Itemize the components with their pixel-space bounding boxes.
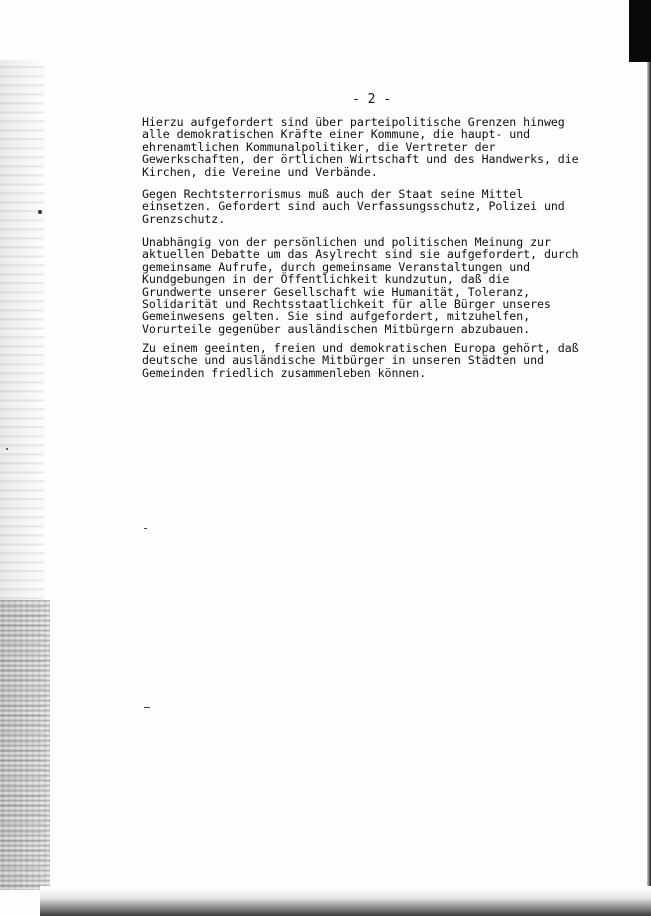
scan-speck (38, 210, 42, 214)
text-line: alle demokratischen Kräfte einer Kommune, die haupt- und (142, 127, 531, 142)
paragraph (142, 342, 602, 379)
text-line: Solidarität und Rechtsstaatlichkeit für alle Bürger unseres (142, 297, 551, 312)
text-line: Gemeinwesens gelten. Sie sind aufgefordert, mitzuhelfen, (142, 309, 531, 324)
paragraph (142, 116, 602, 178)
text-line: aktuellen Debatte um das Asylrecht sind sie aufgefordert, durch (142, 247, 579, 262)
text-line: einsetzen. Gefordert sind auch Verfassungsschutz, Polizei und (142, 199, 565, 214)
scan-edge-noise-dense (0, 600, 50, 890)
text-line: Grundwerte unserer Gesellschaft wie Humanität, Toleranz, (142, 284, 531, 299)
page-number: - 2 - (352, 92, 392, 107)
text-line: Vorurteile gegenüber ausländischen Mitbürgern abzubauen. (142, 321, 531, 336)
paragraph (142, 236, 602, 335)
scan-speck (144, 707, 150, 708)
scan-edge-bottom (40, 886, 651, 916)
text-line: Kirchen, die Vereine und Verbände. (142, 164, 378, 179)
paragraph (142, 188, 602, 225)
text-line: ehrenamtlichen Kommunalpolitiker, die Vertreter der (142, 139, 496, 154)
text-line: Kundgebungen in der Öffentlichkeit kundzutun, daß die (142, 272, 510, 287)
scan-speck (144, 528, 147, 529)
scan-edge-right (647, 0, 651, 916)
text-line: Gemeinden friedlich zusammenleben können. (142, 365, 427, 380)
text-line: Unabhängig von der persönlichen und politischen Meinung zur (142, 235, 551, 249)
text-line: Hierzu aufgefordert sind über parteipolitische Grenzen hinweg (142, 115, 565, 129)
scan-speck (6, 448, 8, 450)
text-line: Gegen Rechtsterrorismus muß auch der Staat seine Mittel (142, 187, 524, 201)
text-line: gemeinsame Aufrufe, durch gemeinsame Veranstaltungen und (142, 259, 531, 274)
text-line: Grenzschutz. (142, 211, 226, 226)
scan-corner-shadow (629, 0, 651, 62)
text-line: Gewerkschaften, der örtlichen Wirtschaft und des Handwerks, die (142, 152, 579, 167)
text-line: Zu einem geeinten, freien und demokratischen Europa gehört, daß (142, 341, 579, 355)
text-line: deutsche und ausländische Mitbürger in unseren Städten und (142, 353, 544, 368)
